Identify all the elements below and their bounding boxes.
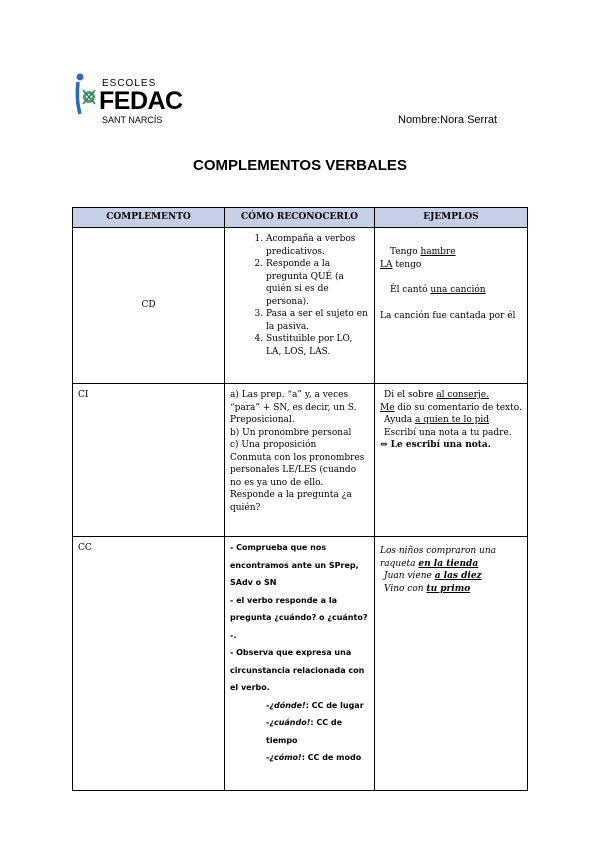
cc-how	[225, 537, 375, 791]
cc-how-line: - Comprueba que nos encontramos ante un SPrep, SAdv o SN	[230, 543, 359, 587]
cd-how	[225, 228, 375, 384]
table-header-row	[73, 208, 528, 228]
cc-label: CC	[73, 537, 225, 791]
cc-question-cuando: -¿cuándo!: CC de tiempo	[266, 718, 343, 745]
cd-how-item: 2. Responde a la pregunta QUÉ (a quién si es de persona).	[266, 258, 369, 308]
complements-table	[72, 207, 528, 791]
ci-example-2: Me dio su comentario de texto.	[380, 402, 522, 413]
cc-how-line: - Observa que expresa una circunstancia relacionada con el verbo.	[230, 648, 365, 692]
ci-example-1: Di el sobre al conserje.	[384, 390, 489, 400]
cc-how-line: - el verbo responde a la pregunta ¿cuándo? o ¿cuánto?-.	[230, 595, 368, 640]
table-row-cc	[73, 537, 528, 791]
ci-label: CI	[73, 384, 225, 537]
cd-example-3: Él cantó una canción	[390, 285, 486, 295]
ci-examples	[375, 384, 528, 537]
ci-example-5: ⇔ Le escribí una nota.	[380, 440, 491, 450]
fedac-logo	[72, 72, 202, 128]
logo-line-escoles: ESCOLES	[102, 78, 157, 89]
cd-how-item: 3. Pasa a ser el sujeto en la pasiva.	[266, 308, 369, 333]
cd-example-4: La canción fue cantada por él	[380, 310, 516, 321]
cc-example-1: Los niños compraron una raqueta en la tienda	[380, 546, 497, 569]
student-name: Nombre:Nora Serrat	[398, 114, 498, 126]
cc-question-como: -¿cómo!: CC de modo	[266, 753, 362, 762]
cd-label: CD	[73, 228, 225, 384]
cd-how-item: 4. Sustituible por LO, LA, LOS, LAS.	[266, 333, 369, 358]
cc-examples	[375, 537, 528, 791]
cd-example-2: LA tengo	[380, 259, 422, 270]
cc-example-3: Vino con tu primo	[384, 583, 471, 594]
cc-example-2: Juan viene a las diez	[384, 571, 482, 581]
ci-how-line: c) Una proposición	[230, 440, 317, 450]
header-como-reconocerlo: CÓMO RECONOCERLO	[225, 208, 375, 228]
header-complemento: COMPLEMENTO	[73, 208, 225, 228]
ci-how-line: b) Un pronombre personal	[230, 427, 352, 438]
ci-how-line: Responde a la pregunta ¿a quién?	[230, 490, 352, 513]
table-row-cd	[73, 228, 528, 384]
fedac-emblem-icon	[72, 72, 100, 116]
cc-question-donde: -¿dónde!: CC de lugar	[266, 700, 364, 710]
cd-example-1: Tengo hambre	[390, 247, 456, 257]
logo-line-fedac: FEDAC	[99, 87, 183, 115]
cd-examples	[375, 228, 528, 384]
ci-how-line: Conmuta con los pronombres personales LE/LES (cuando no es ya uno de ello.	[230, 452, 365, 488]
ci-how-line: a) Las prep. “a” y, a veces “para” + SN, es decir, un S. Preposicional.	[230, 390, 357, 425]
logo-line-sant-narcis: SANT NARCÍS	[102, 115, 163, 125]
page-title: COMPLEMENTOS VERBALES	[193, 157, 407, 174]
table-row-ci	[73, 384, 528, 537]
ci-how	[225, 384, 375, 537]
cd-how-item: 1. Acompaña a verbos predicativos.	[266, 233, 369, 258]
cd-how-list	[230, 233, 369, 358]
ci-example-4: Escribí una nota a tu padre.	[384, 427, 512, 438]
ci-example-3: Ayuda a quien te lo pid	[384, 415, 490, 425]
header-ejemplos: EJEMPLOS	[375, 208, 528, 228]
